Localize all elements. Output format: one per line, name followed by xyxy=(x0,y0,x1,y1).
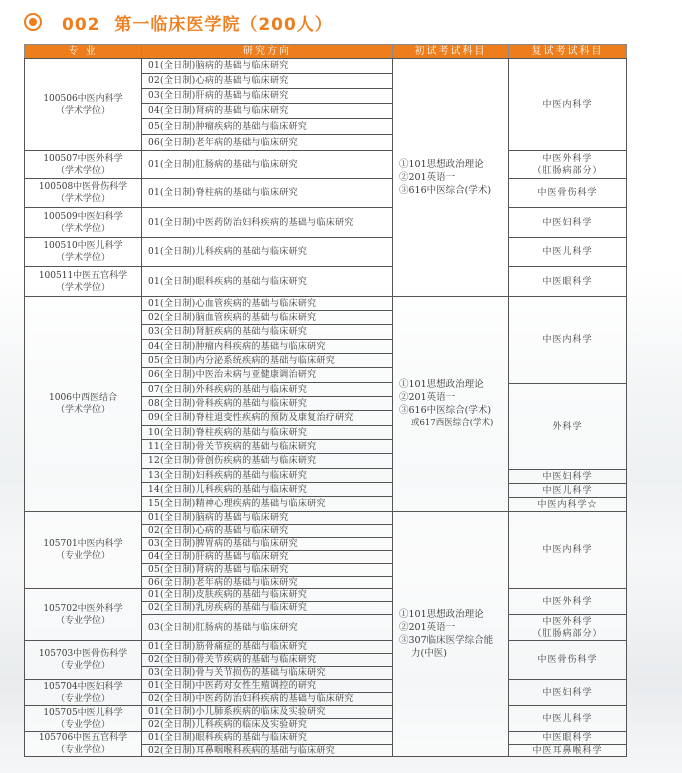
retest-subject: 中医内科学 xyxy=(542,99,593,110)
major-code: 100509中医妇科学 xyxy=(43,211,123,222)
retest-cell xyxy=(508,178,627,208)
header-retest: 复试考试科目 xyxy=(508,44,627,59)
retest-subject: 中医耳鼻喉科学 xyxy=(532,745,603,756)
direction-row: 11(全日制)骨关节疾病的基础与临床研究 xyxy=(141,439,393,454)
major-cell xyxy=(24,207,142,238)
retest-cell xyxy=(508,744,627,757)
direction-row: 01(全日制)眼科疾病的基础与临床研究 xyxy=(141,266,393,297)
major-type: （学术学位） xyxy=(55,194,110,204)
direction-row: 12(全日制)骨创伤疾病的基础与临床研究 xyxy=(141,453,393,469)
retest-subject: 外科学 xyxy=(552,421,583,432)
retest-subject: 中医眼科学 xyxy=(542,733,593,743)
direction-row: 02(全日制)中医药防治妇科疾病的基础与临床研究 xyxy=(141,692,393,706)
retest-cell xyxy=(508,614,627,641)
direction-row: 03(全日制)肾脏疾病的基础与临床研究 xyxy=(141,324,393,340)
retest-cell xyxy=(508,383,627,470)
major-code: 1006中西医结合 xyxy=(49,393,117,403)
direction-row: 02(全日制)心病的基础与临床研究 xyxy=(141,524,393,538)
direction-row: 01(全日制)脑病的基础与临床研究 xyxy=(141,511,393,525)
direction-row: 05(全日制)肿瘤疾病的基础与临床研究 xyxy=(141,118,393,135)
retest-subject: 中医骨伤科学 xyxy=(537,188,598,198)
exam-subject: ③616中医综合(学术) xyxy=(399,405,492,416)
retest-cell xyxy=(508,469,627,484)
major-cell xyxy=(24,150,142,179)
direction-row: 02(全日制)骨关节疾病的基础与临床研究 xyxy=(141,653,393,667)
retest-subject: 中医眼科学 xyxy=(542,276,593,287)
retest-cell xyxy=(508,58,627,151)
retest-subject: 中医外科学 xyxy=(542,616,593,627)
direction-row: 01(全日制)儿科疾病的基础与临床研究 xyxy=(141,237,393,267)
direction-row: 01(全日制)脑病的基础与临床研究 xyxy=(141,58,393,74)
direction-row: 08(全日制)骨科疾病的基础与临床研究 xyxy=(141,396,393,411)
major-cell xyxy=(24,731,142,757)
retest-subject: 中医外科学 xyxy=(542,153,593,164)
retest-subject-note: （肛肠病部分） xyxy=(532,628,603,639)
major-type: （学术学位） xyxy=(55,405,110,415)
major-cell xyxy=(24,640,142,680)
direction-row: 04(全日制)肾病的基础与临床研究 xyxy=(141,103,393,119)
exam-subject: ②201英语一 xyxy=(399,392,456,403)
direction-row: 01(全日制)皮肤疾病的基础与临床研究 xyxy=(141,588,393,602)
major-cell xyxy=(24,679,142,706)
major-type: （学术学位） xyxy=(55,165,110,176)
retest-cell xyxy=(508,150,627,179)
retest-subject: 中医妇科学 xyxy=(542,471,593,482)
initial-exam-cell xyxy=(392,58,509,297)
retest-cell xyxy=(508,731,627,745)
major-type: （专业学位） xyxy=(55,745,110,755)
exam-subject: ①101思想政治理论 xyxy=(399,609,484,620)
direction-row: 01(全日制)脊柱病的基础与临床研究 xyxy=(141,178,393,208)
exam-subject: ①101思想政治理论 xyxy=(399,379,484,390)
major-type: （学术学位） xyxy=(55,105,110,116)
major-type: （专业学位） xyxy=(55,693,110,704)
major-code: 105703中医骨伤科学 xyxy=(38,649,128,659)
retest-subject: 中医儿科学 xyxy=(542,247,593,257)
direction-row: 06(全日制)中医治未病与亚健康调治研究 xyxy=(141,367,393,383)
major-code: 105701中医内科学 xyxy=(43,539,123,549)
retest-subject: 中医内科学☆ xyxy=(537,499,598,510)
direction-row: 03(全日制)脾胃病的基础与临床研究 xyxy=(141,537,393,551)
section-title-text: 002 第一临床医学院（200人） xyxy=(62,14,333,35)
direction-row: 06(全日制)老年病的基础与临床研究 xyxy=(141,134,393,151)
major-cell xyxy=(24,511,142,589)
major-code: 105704中医妇科学 xyxy=(43,681,123,692)
retest-subject: 中医儿科学 xyxy=(542,485,593,496)
initial-exam-cell xyxy=(392,511,509,757)
radio-circle-icon xyxy=(24,13,42,31)
major-cell xyxy=(24,296,142,512)
header-direction: 研究方向 xyxy=(141,44,393,59)
retest-subject: 中医儿科学 xyxy=(542,713,593,724)
major-code: 100507中医外科学 xyxy=(43,153,123,164)
exam-subject: 力(中医) xyxy=(411,648,447,659)
direction-row: 02(全日制)乳房疾病的基础与临床研究 xyxy=(141,601,393,615)
major-code: 100510中医儿科学 xyxy=(43,241,123,251)
major-type: （学术学位） xyxy=(55,282,110,293)
exam-subject: ①101思想政治理论 xyxy=(399,159,484,170)
major-code: 100506中医内科学 xyxy=(43,93,123,104)
retest-cell xyxy=(508,296,627,384)
direction-row: 01(全日制)小儿肺系疾病的临床及实验研究 xyxy=(141,705,393,719)
header-major: 专 业 xyxy=(24,44,142,59)
major-type: （专业学位） xyxy=(55,661,110,671)
retest-subject: 中医妇科学 xyxy=(542,687,593,698)
retest-subject: 中医内科学 xyxy=(542,335,593,345)
major-code: 100511中医五官科学 xyxy=(38,270,128,281)
major-cell xyxy=(24,58,142,151)
retest-cell xyxy=(508,497,627,512)
retest-subject: 中医妇科学 xyxy=(542,217,593,228)
major-code: 105705中医儿科学 xyxy=(43,707,123,718)
exam-subject: 或617西医综合(学术) xyxy=(411,418,494,428)
direction-row: 03(全日制)肝病的基础与临床研究 xyxy=(141,88,393,104)
retest-cell xyxy=(508,588,627,615)
retest-cell xyxy=(508,705,627,732)
direction-row: 13(全日制)妇科疾病的基础与临床研究 xyxy=(141,468,393,483)
direction-row: 01(全日制)肛肠病的基础与临床研究 xyxy=(141,150,393,179)
direction-row: 03(全日制)肛肠病的基础与临床研究 xyxy=(141,614,393,641)
major-cell xyxy=(24,588,142,641)
direction-row: 14(全日制)儿科疾病的基础与临床研究 xyxy=(141,482,393,497)
retest-subject-note: （肛肠病部分） xyxy=(532,165,603,176)
major-code: 100508中医骨伤科学 xyxy=(38,182,128,192)
retest-cell xyxy=(508,640,627,680)
direction-row: 02(全日制)脑血管疾病的基础与临床研究 xyxy=(141,310,393,325)
retest-cell xyxy=(508,483,627,498)
direction-row: 01(全日制)眼科疾病的基础与临床研究 xyxy=(141,731,393,745)
major-type: （学术学位） xyxy=(55,253,110,263)
major-code: 105702中医外科学 xyxy=(43,603,123,614)
retest-cell xyxy=(508,511,627,589)
direction-row: 02(全日制)心病的基础与临床研究 xyxy=(141,73,393,89)
retest-subject: 中医骨伤科学 xyxy=(537,655,598,665)
retest-cell xyxy=(508,679,627,706)
admissions-table xyxy=(24,44,627,757)
retest-cell xyxy=(508,237,627,267)
exam-subject: ③307临床医学综合能 xyxy=(399,635,494,646)
major-code: 105706中医五官科学 xyxy=(38,733,128,743)
retest-cell xyxy=(508,266,627,297)
direction-row: 02(全日制)耳鼻咽喉科疾病的基础与临床研究 xyxy=(141,744,393,757)
direction-row: 10(全日制)脊柱疾病的基础与临床研究 xyxy=(141,425,393,440)
direction-row: 01(全日制)筋骨痛症的基础与临床研究 xyxy=(141,640,393,654)
major-cell xyxy=(24,237,142,267)
initial-exam-cell xyxy=(392,296,509,512)
direction-row: 09(全日制)脊柱退变性疾病的预防及康复治疗研究 xyxy=(141,410,393,426)
retest-subject: 中医外科学 xyxy=(542,596,593,607)
direction-row: 05(全日制)肾病的基础与临床研究 xyxy=(141,563,393,577)
major-type: （学术学位） xyxy=(55,223,110,234)
major-type: （专业学位） xyxy=(55,615,110,626)
section-title xyxy=(24,8,333,36)
direction-row: 01(全日制)中医药对女性生殖调控的研究 xyxy=(141,679,393,693)
direction-row: 04(全日制)肿瘤内科疾病的基础与临床研究 xyxy=(141,339,393,354)
major-cell xyxy=(24,705,142,732)
header-initial-exam: 初试考试科目 xyxy=(392,44,509,59)
exam-subject: ②201英语一 xyxy=(399,172,456,183)
major-cell xyxy=(24,178,142,208)
exam-subject: ②201英语一 xyxy=(399,622,456,633)
exam-subject: ③616中医综合(学术) xyxy=(399,185,492,196)
direction-row: 04(全日制)肝病的基础与临床研究 xyxy=(141,550,393,564)
major-type: （专业学位） xyxy=(55,719,110,730)
direction-row: 06(全日制)老年病的基础与临床研究 xyxy=(141,576,393,589)
retest-cell xyxy=(508,207,627,238)
direction-row: 15(全日制)精神心理疾病的基础与临床研究 xyxy=(141,496,393,512)
direction-row: 05(全日制)内分泌系统疾病的基础与临床研究 xyxy=(141,353,393,368)
retest-subject: 中医内科学 xyxy=(542,545,593,555)
major-cell xyxy=(24,266,142,297)
direction-row: 02(全日制)儿科疾病的临床及实验研究 xyxy=(141,718,393,732)
direction-row: 03(全日制)骨与关节损伤的基础与临床研究 xyxy=(141,666,393,680)
direction-row: 07(全日制)外科疾病的基础与临床研究 xyxy=(141,382,393,397)
major-type: （专业学位） xyxy=(55,551,110,561)
direction-row: 01(全日制)心血管疾病的基础与临床研究 xyxy=(141,296,393,311)
direction-row: 01(全日制)中医药防治妇科疾病的基础与临床研究 xyxy=(141,207,393,238)
